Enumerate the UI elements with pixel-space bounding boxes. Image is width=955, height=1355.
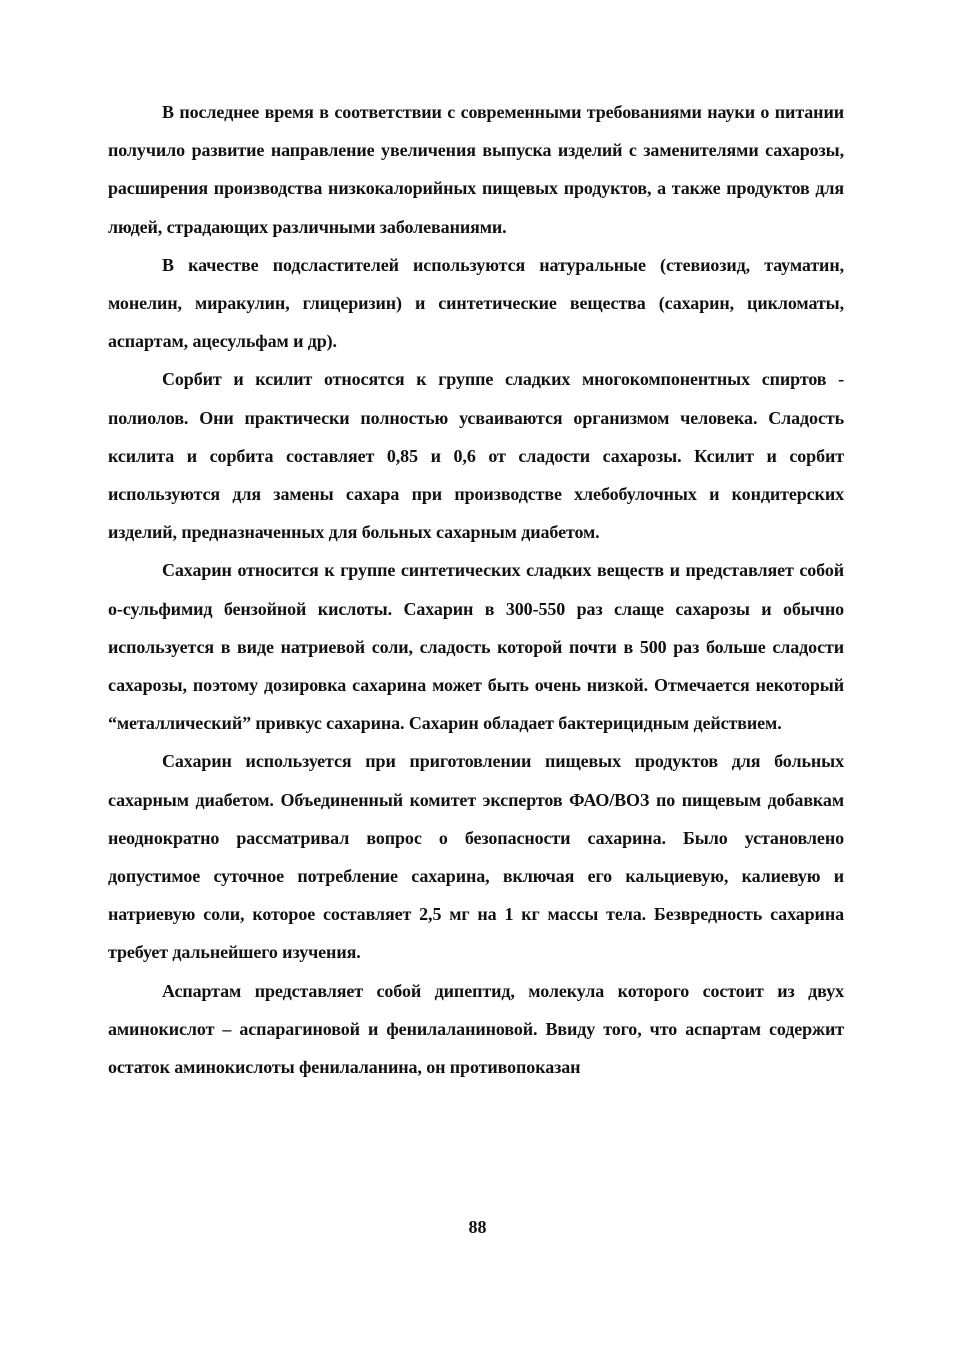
paragraph-sugar-substitutes-intro: В последнее время в соответствии с современными требованиями науки о питании получило развитие направление увеличения выпуска изделий с заменителями сахарозы, расширения производства низкокалорийных пищевых продуктов, а также продуктов для людей, страдающих различными заболеваниями.	[108, 102, 844, 237]
paragraph-sweeteners-list: В качестве подсластителей используются натуральные (стевиозид, тауматин, монелин, миракулин, глицеризин) и синтетические вещества (сахарин, цикломаты, аспартам, ацесульфам и др).	[108, 254, 844, 352]
paragraph-saccharin-usage: Сахарин используется при приготовлении пищевых продуктов для больных сахарным диабетом. Объединенный комитет экспертов ФАО/ВОЗ по пищевым добавкам неоднократно рассматривал вопрос о безопасности сахарина. Было установлено допустимое суточное потребление сахарина, включая его кальциевую, калиевую и натриевую соли, которое составляет 2,5 мг на 1 кг массы тела. Безвредность сахарина требует дальнейшего изучения.	[108, 751, 844, 963]
paragraph-saccharin-properties: Сахарин относится к группе синтетических сладких веществ и представляет собой о-сульфимид бензойной кислоты. Сахарин в 300-550 раз слаще сахарозы и обычно используется в виде натриевой соли, сладость которой почти в 500 раз больше сладости сахарозы, поэтому дозировка сахарина может быть очень низкой. Отмечается некоторый “металлический” привкус сахарина. Сахарин обладает бактерицидным действием.	[108, 560, 844, 734]
paragraph-sorbitol-xylitol: Сорбит и ксилит относятся к группе сладких многокомпонентных спиртов - полиолов. Они практически полностью усваиваются организмом человека. Сладость ксилита и сорбита составляет 0,85 и 0,6 от сладости сахарозы. Ксилит и сорбит используются для замены сахара при производстве хлебобулочных и кондитерских изделий, предназначенных для больных сахарным диабетом.	[108, 369, 844, 543]
paragraph-aspartame: Аспартам представляет собой дипептид, молекула которого состоит из двух аминокислот – аспарагиновой и фенилаланиновой. Ввиду того, что аспартам содержит остаток аминокислоты фенилаланина, он противопоказан	[108, 980, 844, 1078]
page-number: 88	[468, 1217, 487, 1237]
body-text	[108, 93, 844, 1086]
